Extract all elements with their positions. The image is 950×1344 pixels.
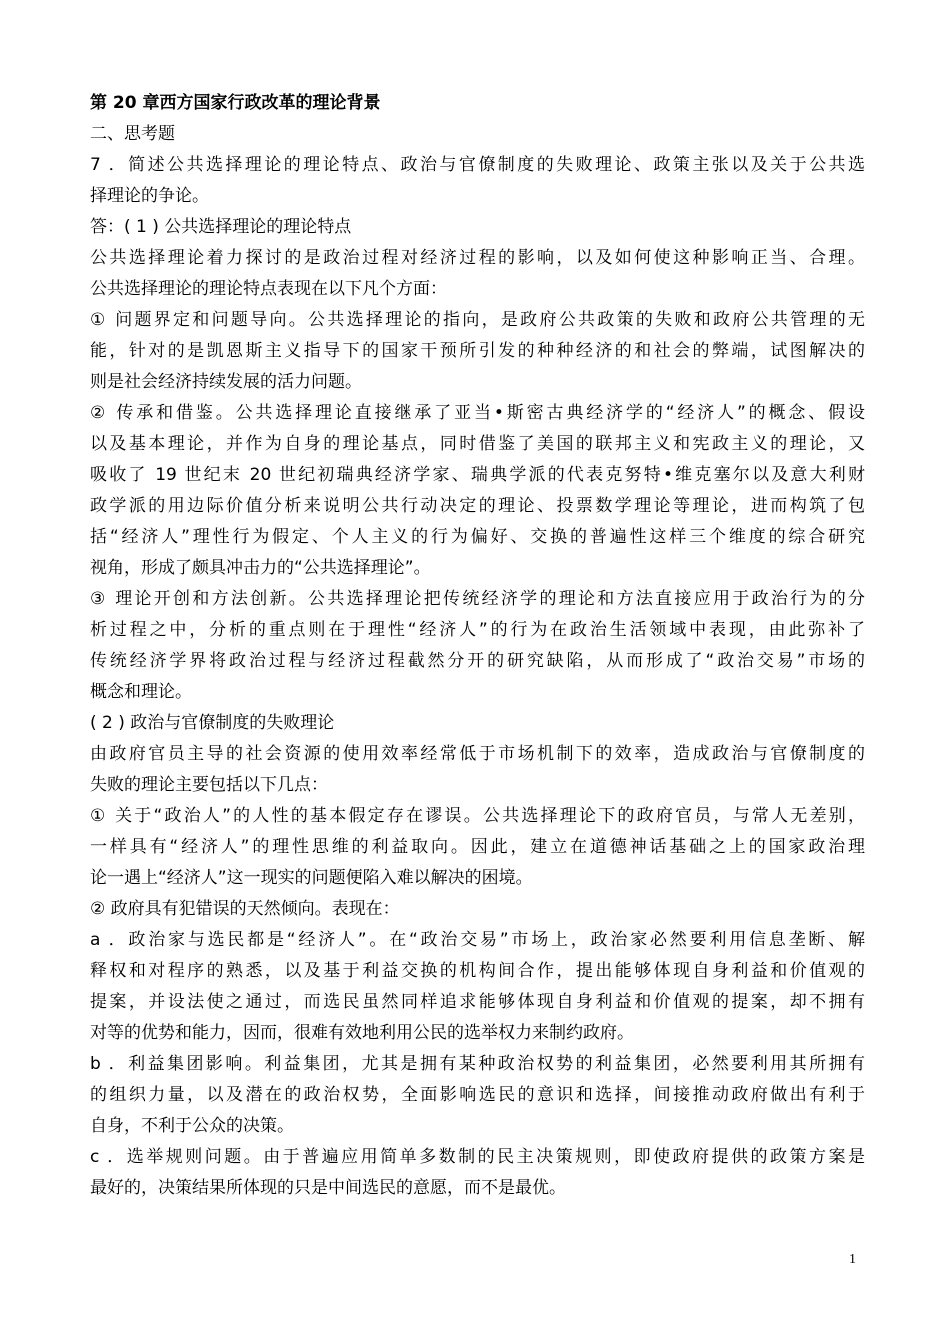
question-line: 7 ．简述公共选择理论的理论特点、政治与官僚制度的失败理论、政策主张以及关于公共选 — [90, 155, 865, 175]
paragraph-line: 最好的，决策结果所体现的只是中间选民的意愿，而不是最优。 — [90, 1178, 566, 1198]
paragraph-line: 视角，形成了颇具冲击力的“公共选择理论”。 — [90, 558, 431, 578]
chapter-title: 第 20 章西方国家行政改革的理论背景 — [90, 93, 381, 113]
paragraph-line: 由政府官员主导的社会资源的使用效率经常低于市场机制下的效率，造成政治与官僚制度的 — [90, 744, 865, 764]
paragraph-line: 释权和对程序的熟悉，以及基于利益交换的机构间合作，提出能够体现自身利益和价值观的 — [90, 961, 865, 981]
paragraph-line: 公共选择理论着力探讨的是政治过程对经济过程的影响，以及如何使这种影响正当、合理。 — [90, 248, 865, 268]
paragraph-line: 析过程之中，分析的重点则在于理性“经济人”的行为在政治生活领域中表现，由此弥补了 — [90, 620, 865, 640]
paragraph-line: 对等的优势和能力，因而，很难有效地利用公民的选举权力来制约政府。 — [90, 1023, 634, 1043]
paragraph-line: 概念和理论。 — [90, 682, 192, 702]
paragraph-line: 则是社会经济持续发展的活力问题。 — [90, 372, 362, 392]
subsection-heading: ( 2 ) 政治与官僚制度的失败理论 — [90, 713, 335, 733]
paragraph-line: 能，针对的是凯恩斯主义指导下的国家干预所引发的种种经济的和社会的弊端，试图解决的 — [90, 341, 865, 361]
paragraph-line: a ．政治家与选民都是“经济人”。在“政治交易”市场上，政治家必然要利用信息垄断、解 — [90, 930, 865, 950]
paragraph-line: ① 问题界定和问题导向。公共选择理论的指向，是政府公共政策的失败和政府公共管理的无 — [90, 310, 865, 330]
paragraph-line: 公共选择理论的理论特点表现在以下凡个方面： — [90, 279, 447, 299]
paragraph-line: 吸收了 19 世纪末 20 世纪初瑞典经济学家、瑞典学派的代表克努特•维克塞尔以及意大利财 — [90, 465, 865, 485]
paragraph-line: 提案，并设法使之通过，而选民虽然同样追求能够体现自身利益和价值观的提案，却不拥有 — [90, 992, 865, 1012]
paragraph-line: 括“经济人”理性行为假定、个人主义的行为偏好、交换的普遍性这样三个维度的综合研究 — [90, 527, 865, 547]
paragraph-line: ② 政府具有犯错误的天然倾向。表现在： — [90, 899, 400, 919]
paragraph-line: 失败的理论主要包括以下几点： — [90, 775, 328, 795]
document-body — [90, 88, 865, 1204]
paragraph-line: c ．选举规则问题。由于普遍应用简单多数制的民主决策规则，即使政府提供的政策方案是 — [90, 1147, 865, 1167]
page-number: 1 — [849, 1252, 856, 1267]
paragraph-line: 的组织力量，以及潜在的政治权势，全面影响选民的意识和选择，间接推动政府做出有利于 — [90, 1085, 865, 1105]
paragraph-line: b ．利益集团影响。利益集团，尤其是拥有某种政治权势的利益集团，必然要利用其所拥有 — [90, 1054, 865, 1074]
paragraph-line: ② 传承和借鉴。公共选择理论直接继承了亚当•斯密古典经济学的“经济人”的概念、假设 — [90, 403, 865, 423]
paragraph-line: ③ 理论开创和方法创新。公共选择理论把传统经济学的理论和方法直接应用于政治行为的分 — [90, 589, 865, 609]
paragraph-line: 一样具有“经济人”的理性思维的利益取向。因此，建立在道德神话基础之上的国家政治理 — [90, 837, 865, 857]
paragraph-line: 政学派的用边际价值分析来说明公共行动决定的理论、投票数学理论等理论，进而构筑了包 — [90, 496, 865, 516]
answer-heading: 答：( 1 ) 公共选择理论的理论特点 — [90, 217, 352, 237]
paragraph-line: ① 关于“政治人”的人性的基本假定存在谬误。公共选择理论下的政府官员，与常人无差别， — [90, 806, 865, 826]
paragraph-line: 传统经济学界将政治过程与经济过程截然分开的研究缺陷，从而形成了“政治交易”市场的 — [90, 651, 865, 671]
paragraph-line: 论一遇上“经济人”这一现实的问题便陷入难以解决的困境。 — [90, 868, 533, 888]
question-line: 择理论的争论。 — [90, 186, 209, 206]
paragraph-line: 自身，不利于公众的决策。 — [90, 1116, 294, 1136]
section-heading: 二、思考题 — [90, 124, 175, 144]
paragraph-line: 以及基本理论，并作为自身的理论基点，同时借鉴了美国的联邦主义和宪政主义的理论，又 — [90, 434, 865, 454]
